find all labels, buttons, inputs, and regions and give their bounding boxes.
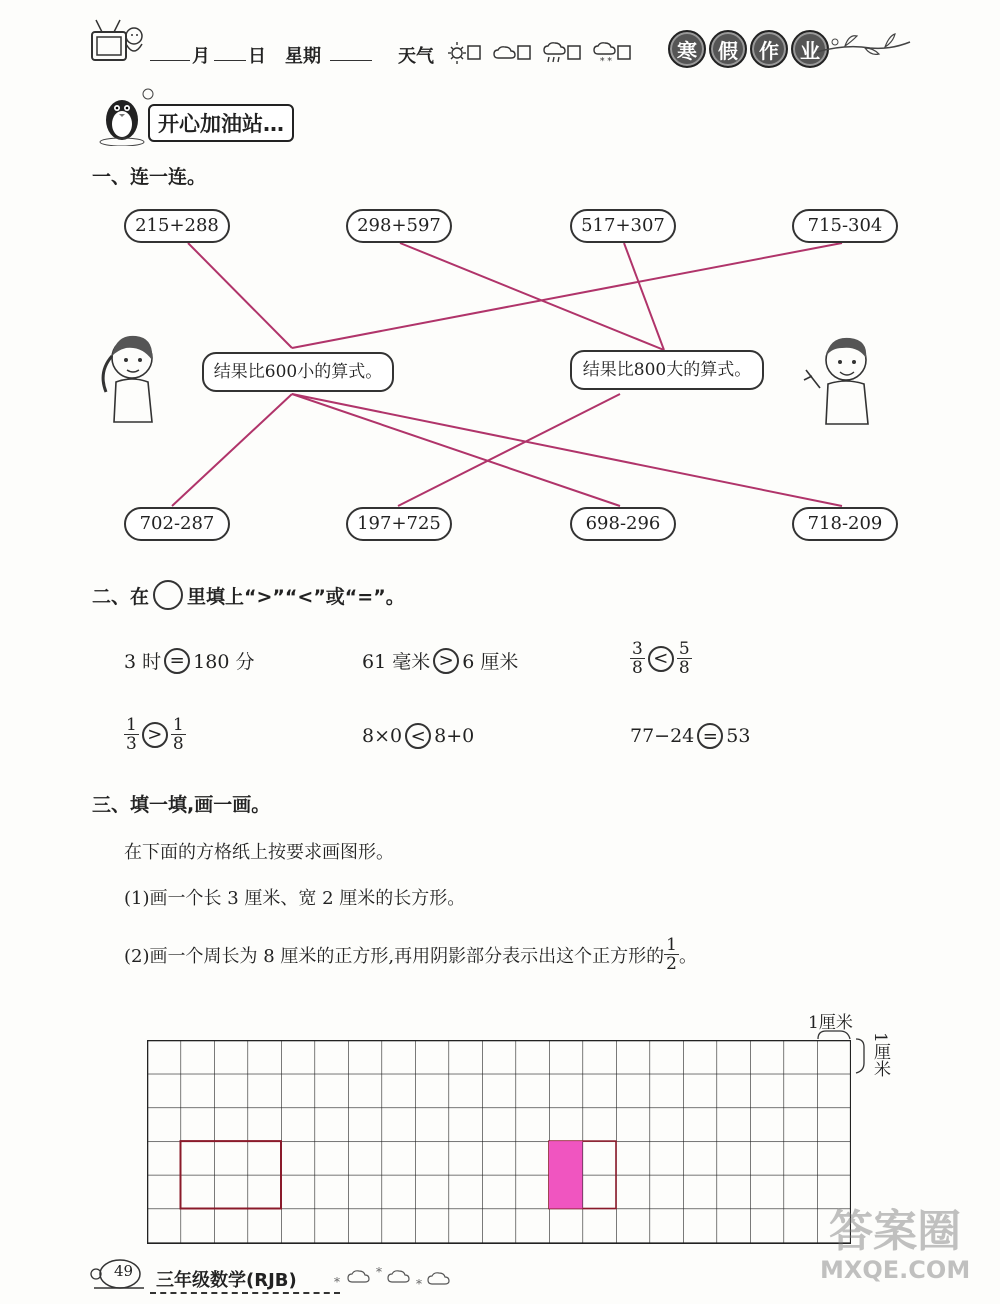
fraction: $\frac{5}{8}$ <box>678 639 690 678</box>
stamp-char: 寒 <box>668 30 706 68</box>
month-label: 月 <box>192 46 210 67</box>
girl-icon <box>96 326 168 426</box>
top-expr-2[interactable]: 298+597 <box>346 209 452 243</box>
compare-symbol[interactable]: < <box>405 723 431 749</box>
compare-symbol[interactable]: = <box>164 648 190 674</box>
footer-subject: 三年级数学(RJB) <box>156 1270 297 1291</box>
weekday-label: 星期 <box>285 46 321 67</box>
compare-symbol[interactable]: < <box>648 646 674 672</box>
svg-text:*: * <box>416 1277 422 1291</box>
compare-item <box>124 716 186 753</box>
watermark-text: 答案圈 <box>829 1206 962 1257</box>
left-bubble: 结果比600小的算式。 <box>202 352 394 392</box>
answer-line <box>400 243 664 350</box>
answer-line <box>398 394 620 506</box>
compare-item <box>630 640 692 677</box>
q3-item1: (1)画一个长 3 厘米、宽 2 厘米的长方形。 <box>124 888 466 909</box>
fraction: $\frac{1}{2}$ <box>666 935 677 974</box>
stamp-char: 作 <box>750 30 788 68</box>
compare-left: 8×0 <box>362 725 403 747</box>
answer-line <box>292 394 842 506</box>
svg-text:* *: * * <box>600 57 612 66</box>
answer-line <box>624 243 664 350</box>
unit-vertical-label: 1厘米 <box>870 1032 890 1077</box>
bottom-expr-1[interactable]: 702-287 <box>124 507 230 541</box>
grid-paper[interactable] <box>147 1040 851 1244</box>
weather-label: 天气 <box>398 46 434 67</box>
top-expr-4[interactable]: 715-304 <box>792 209 898 243</box>
compare-right: 53 <box>726 725 751 747</box>
q2-title-post: 里填上“>”“<”或“=”。 <box>187 585 405 608</box>
compare-item <box>124 647 254 674</box>
stamp-char: 假 <box>709 30 747 68</box>
page-number: 49 <box>114 1262 134 1280</box>
answer-line <box>188 243 292 348</box>
shaded-half <box>549 1141 583 1208</box>
compare-item <box>630 723 750 749</box>
q3-item2-text: (2)画一个周长为 8 厘米的正方形,再用阴影部分表示出这个正方形的 <box>124 945 665 967</box>
fraction: $\frac{1}{3}$ <box>126 715 137 754</box>
boy-icon <box>800 330 884 426</box>
q3-intro: 在下面的方格纸上按要求画图形。 <box>124 842 394 863</box>
q3-title: 三、填一填,画一画。 <box>92 794 271 816</box>
bottom-expr-4[interactable]: 718-209 <box>792 507 898 541</box>
compare-item <box>362 723 474 749</box>
bottom-expr-3[interactable]: 698-296 <box>570 507 676 541</box>
compare-right: 8+0 <box>434 725 475 747</box>
bottom-expr-2[interactable]: 197+725 <box>346 507 452 541</box>
right-bubble: 结果比800大的算式。 <box>570 350 764 390</box>
compare-symbol[interactable]: = <box>697 723 723 749</box>
unit-horizontal-label: 1厘米 <box>808 1013 853 1033</box>
day-label: 日 <box>248 46 266 67</box>
top-expr-1[interactable]: 215+288 <box>124 209 230 243</box>
section-banner: 开心加油站… <box>148 104 294 142</box>
top-expr-3[interactable]: 517+307 <box>570 209 676 243</box>
compare-left: 3 时 <box>124 651 162 673</box>
footer-dashed-line <box>150 1292 340 1294</box>
unit-bracket-icon <box>816 1025 866 1085</box>
q2-title-pre: 二、在 <box>92 585 150 608</box>
watermark-logo <box>820 1208 970 1284</box>
svg-text:*: * <box>334 1275 340 1289</box>
q2-title <box>92 580 405 610</box>
q3-item2 <box>124 936 697 973</box>
compare-symbol[interactable]: > <box>142 722 168 748</box>
svg-text:*: * <box>376 1265 382 1279</box>
q1-answer-lines <box>0 0 1000 560</box>
compare-item <box>362 647 518 674</box>
answer-line <box>292 243 842 348</box>
compare-left: 77−24 <box>630 725 695 747</box>
stamp-char: 业 <box>791 30 829 68</box>
answer-line <box>172 394 292 506</box>
fraction: $\frac{1}{8}$ <box>172 715 184 754</box>
compare-right: 6 厘米 <box>462 651 519 673</box>
compare-symbol[interactable]: > <box>433 648 459 674</box>
q1-title: 一、连一连。 <box>92 166 207 188</box>
fraction: $\frac{3}{8}$ <box>632 639 643 678</box>
watermark-url: MXQE.COM <box>820 1256 971 1284</box>
compare-right: 180 分 <box>193 651 255 673</box>
cloud-decoration-icon <box>332 1262 462 1292</box>
compare-left: 61 毫米 <box>362 651 431 673</box>
circle-blank-icon <box>153 580 183 610</box>
q3-item2-end: 。 <box>678 945 697 967</box>
